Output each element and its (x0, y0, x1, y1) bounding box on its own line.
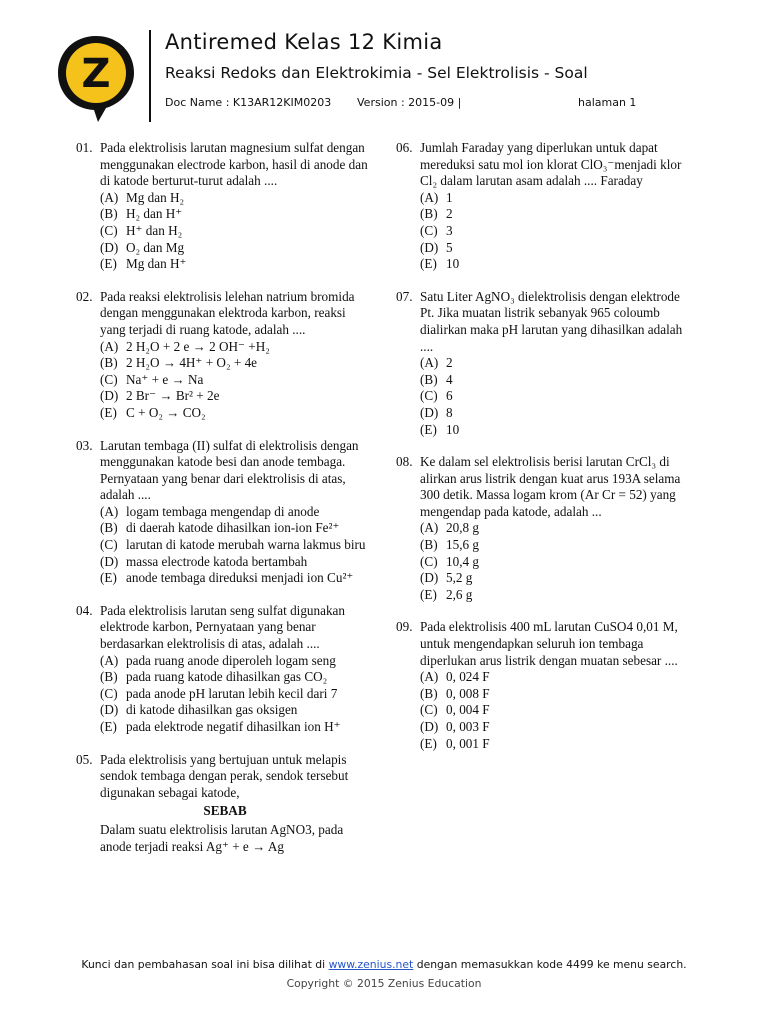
option-label: (A) (420, 189, 439, 205)
answer-option (100, 355, 372, 372)
answer-option (420, 702, 696, 719)
option-label: (B) (100, 520, 118, 536)
option-label: (E) (420, 735, 437, 751)
answer-option (420, 719, 696, 736)
option-text: logam tembaga mengendap di anode (126, 503, 320, 519)
option-text: O₂ dan Mg (126, 239, 185, 255)
option-label: (E) (100, 256, 117, 272)
answer-option (100, 388, 372, 405)
question-number: 09. (396, 619, 413, 635)
question-stem (396, 454, 696, 520)
answer-option (420, 736, 696, 753)
option-label: (D) (100, 702, 119, 718)
question-4 (76, 603, 372, 736)
right-column (396, 140, 696, 768)
option-text: 5,2 g (446, 570, 473, 586)
left-column (76, 140, 372, 871)
answer-option (420, 520, 696, 537)
page-subtitle: Reaksi Redoks dan Elektrokimia - Sel Elektrolisis - Soal (165, 64, 588, 82)
option-list (420, 190, 696, 273)
question-stem (76, 289, 372, 339)
option-text: 2,6 g (446, 586, 473, 602)
question-3 (76, 438, 372, 587)
question-6 (396, 140, 696, 273)
option-label: (D) (420, 239, 439, 255)
option-label: (C) (100, 371, 118, 387)
answer-option (420, 355, 696, 372)
answer-option (100, 554, 372, 571)
option-label: (B) (100, 669, 118, 685)
question-stem (76, 752, 372, 802)
question-number: 01. (76, 140, 93, 155)
option-text: H₂ dan H⁺ (126, 206, 183, 222)
header-divider (149, 30, 151, 122)
option-label: (A) (100, 652, 119, 668)
option-text: 0, 024 F (446, 669, 490, 685)
option-label: (C) (420, 553, 438, 569)
option-label: (D) (420, 404, 439, 420)
question-5 (76, 752, 372, 856)
footer-text-post: dengan memasukkan kode 4499 ke menu search. (413, 958, 687, 971)
option-text: C + O₂ → CO₂ (126, 404, 206, 420)
option-label: (A) (420, 520, 439, 536)
option-text: 0, 008 F (446, 685, 490, 701)
answer-option (420, 388, 696, 405)
answer-option (420, 256, 696, 273)
logo-letter: Z (81, 51, 111, 97)
answer-option (100, 190, 372, 207)
option-text: Na⁺ + e → Na (126, 371, 204, 387)
option-text: H⁺ dan H₂ (126, 222, 183, 238)
answer-option (100, 537, 372, 554)
answer-option (100, 256, 372, 273)
option-text: 2 (446, 206, 453, 222)
answer-option (420, 554, 696, 571)
option-text: 2 Br⁻ → Br² + 2e (126, 388, 220, 404)
answer-option (100, 653, 372, 670)
option-label: (B) (420, 537, 438, 553)
question-text: Satu Liter AgNO₃ dielektrolisis dengan elektrode Pt. Jika muatan listrik sebanyak 965 coloumb dialirkan maka pH larutan yang dihasilkan adalah .... (420, 288, 683, 354)
page-title: Antiremed Kelas 12 Kimia (165, 30, 443, 54)
question-number: 08. (396, 454, 413, 470)
option-label: (C) (100, 685, 118, 701)
question-number: 07. (396, 288, 413, 304)
question-stem (396, 289, 696, 355)
option-text: 10 (446, 421, 460, 437)
answer-option (100, 520, 372, 537)
option-text: 4 (446, 371, 453, 387)
option-text: 3 (446, 222, 453, 238)
option-text: 20,8 g (446, 520, 479, 536)
option-text: Mg dan H⁺ (126, 256, 187, 272)
option-text: di daerah katode dihasilkan ion-ion Fe²⁺ (126, 520, 340, 536)
option-text: 8 (446, 404, 453, 420)
question-text: Pada elektrolisis 400 mL larutan CuSO4 0,01 M, untuk mengendapkan seluruh ion tembaga diperlukan arus listrik dengan muatan sebesar .... (420, 619, 678, 668)
option-label: (D) (420, 570, 439, 586)
answer-option (100, 372, 372, 389)
option-label: (E) (100, 570, 117, 586)
option-text: 1 (446, 189, 453, 205)
question-number: 05. (76, 751, 93, 767)
option-text: pada ruang katode dihasilkan gas CO₂ (126, 669, 328, 685)
sebab-label: SEBAB (203, 803, 247, 819)
question-stem (396, 140, 696, 190)
question-number: 06. (396, 140, 413, 155)
option-label: (C) (420, 702, 438, 718)
answer-option (100, 223, 372, 240)
question-number: 02. (76, 288, 93, 304)
option-text: massa electrode katoda bertambah (126, 553, 308, 569)
question-text: Pada elektrolisis larutan seng sulfat digunakan elektrode karbon, Pernyataan yang benar berdasarkan elektrolisis di atas, adalah .... (100, 602, 346, 652)
option-text: 10,4 g (446, 553, 479, 569)
option-label: (E) (420, 421, 437, 437)
answer-option (420, 686, 696, 703)
option-label: (C) (100, 537, 118, 553)
answer-option (100, 719, 372, 736)
question-text: Ke dalam sel elektrolisis berisi larutan CrCl₃ di alirkan arus listrik dengan kuat arus 193A selama 300 detik. Massa logam krom (Ar Cr = 52) yang mengendap pada katode, adalah ... (420, 454, 681, 519)
option-list (100, 504, 372, 587)
answer-option (420, 223, 696, 240)
option-label: (C) (420, 222, 438, 238)
option-label: (A) (100, 503, 119, 519)
option-text: anode tembaga direduksi menjadi ion Cu²⁺ (126, 570, 354, 586)
answer-option (100, 339, 372, 356)
answer-option (100, 669, 372, 686)
answer-option (100, 504, 372, 521)
answer-option (420, 405, 696, 422)
option-label: (A) (420, 669, 439, 685)
question-8 (396, 454, 696, 603)
option-text: 0, 004 F (446, 702, 490, 718)
option-label: (D) (420, 719, 439, 734)
answer-option (100, 240, 372, 257)
answer-option (100, 405, 372, 422)
option-label: (D) (100, 239, 119, 255)
option-list (100, 190, 372, 273)
footer-note (0, 958, 768, 971)
option-label: (E) (100, 719, 117, 734)
option-label: (B) (420, 371, 438, 387)
question-text: Jumlah Faraday yang diperlukan untuk dapat mereduksi satu mol ion klorat ClO₃⁻menjadi klor Cl₂ dalam larutan asam adalah .... Faraday (420, 140, 682, 189)
answer-option (100, 206, 372, 223)
answer-option (420, 422, 696, 439)
question-text: Larutan tembaga (II) sulfat di elektrolisis dengan menggunakan katode besi dan anode tembaga. Pernyataan yang benar dari elektrolisis di atas, adalah .... (100, 437, 359, 503)
option-text: Mg dan H₂ (126, 189, 185, 205)
option-label: (B) (100, 355, 118, 371)
option-text: 0, 003 F (446, 719, 490, 734)
option-text: 0, 001 F (446, 735, 490, 751)
option-list (420, 669, 696, 752)
option-label: (B) (420, 206, 438, 222)
option-text: 15,6 g (446, 537, 479, 553)
option-label: (A) (420, 355, 439, 371)
option-label: (C) (420, 388, 438, 404)
question-stem (76, 140, 372, 190)
option-label: (E) (420, 256, 437, 272)
question-2 (76, 289, 372, 422)
option-list (420, 520, 696, 603)
doc-version: Version : 2015-09 | (357, 96, 462, 109)
option-text: larutan di katode merubah warna lakmus biru (126, 537, 366, 553)
option-text: pada elektrode negatif dihasilkan ion H⁺ (126, 719, 341, 734)
answer-option (420, 206, 696, 223)
option-label: (D) (100, 553, 119, 569)
option-text: 5 (446, 239, 453, 255)
option-text: 2 (446, 355, 453, 371)
option-label: (B) (420, 685, 438, 701)
answer-option (100, 570, 372, 587)
option-label: (E) (100, 404, 117, 420)
option-text: pada anode pH larutan lebih kecil dari 7 (126, 685, 338, 701)
option-label: (A) (100, 189, 119, 205)
option-text: 2 H₂O + 2 e → 2 OH⁻ +H₂ (126, 338, 270, 354)
option-text: 6 (446, 388, 453, 404)
option-list (420, 355, 696, 438)
question-number: 03. (76, 437, 93, 453)
answer-option (420, 240, 696, 257)
zenius-link[interactable]: www.zenius.net (328, 958, 414, 971)
page-number: halaman 1 (578, 96, 637, 109)
answer-option (420, 587, 696, 604)
option-list (100, 653, 372, 736)
question-number: 04. (76, 602, 93, 618)
question-stem (76, 603, 372, 653)
answer-option (420, 570, 696, 587)
option-text: pada ruang anode diperoleh logam seng (126, 652, 336, 668)
option-text: di katode dihasilkan gas oksigen (126, 702, 298, 718)
answer-option (100, 686, 372, 703)
doc-name: Doc Name : K13AR12KIM0203 (165, 96, 332, 109)
zenius-logo (54, 32, 138, 124)
option-label: (A) (100, 338, 119, 354)
question-1 (76, 140, 372, 273)
option-label: (D) (100, 388, 119, 404)
question-stem (396, 619, 696, 669)
option-label: (C) (100, 222, 118, 238)
option-label: (B) (100, 206, 118, 222)
question-text: Pada elektrolisis yang bertujuan untuk melapis sendok tembaga dengan perak, sendok tersebut digunakan sebagai katode, (100, 751, 349, 800)
answer-option (420, 669, 696, 686)
question-stem (76, 438, 372, 504)
answer-option (420, 372, 696, 389)
reason-text: Dalam suatu elektrolisis larutan AgNO3, pada anode terjadi reaksi Ag⁺ + e → Ag (100, 821, 344, 854)
question-9 (396, 619, 696, 752)
option-text: 2 H₂O → 4H⁺ + O₂ + 4e (126, 355, 258, 371)
answer-option (420, 190, 696, 207)
question-text: Pada reaksi elektrolisis lelehan natrium bromida dengan menggunakan elektroda karbon, reaksi yang terjadi di ruang katode, adalah .... (100, 288, 355, 337)
answer-option (420, 537, 696, 554)
copyright: Copyright © 2015 Zenius Education (286, 977, 482, 990)
option-text: 10 (446, 256, 460, 272)
option-list (100, 339, 372, 422)
question-text: Pada elektrolisis larutan magnesium sulfat dengan menggunakan electrode karbon, hasil di anode dan di katode berturut-turut adalah .... (100, 140, 368, 189)
option-label: (E) (420, 586, 437, 602)
answer-option (100, 702, 372, 719)
footer-text-pre: Kunci dan pembahasan soal ini bisa dilihat di (81, 958, 329, 971)
question-7 (396, 289, 696, 438)
